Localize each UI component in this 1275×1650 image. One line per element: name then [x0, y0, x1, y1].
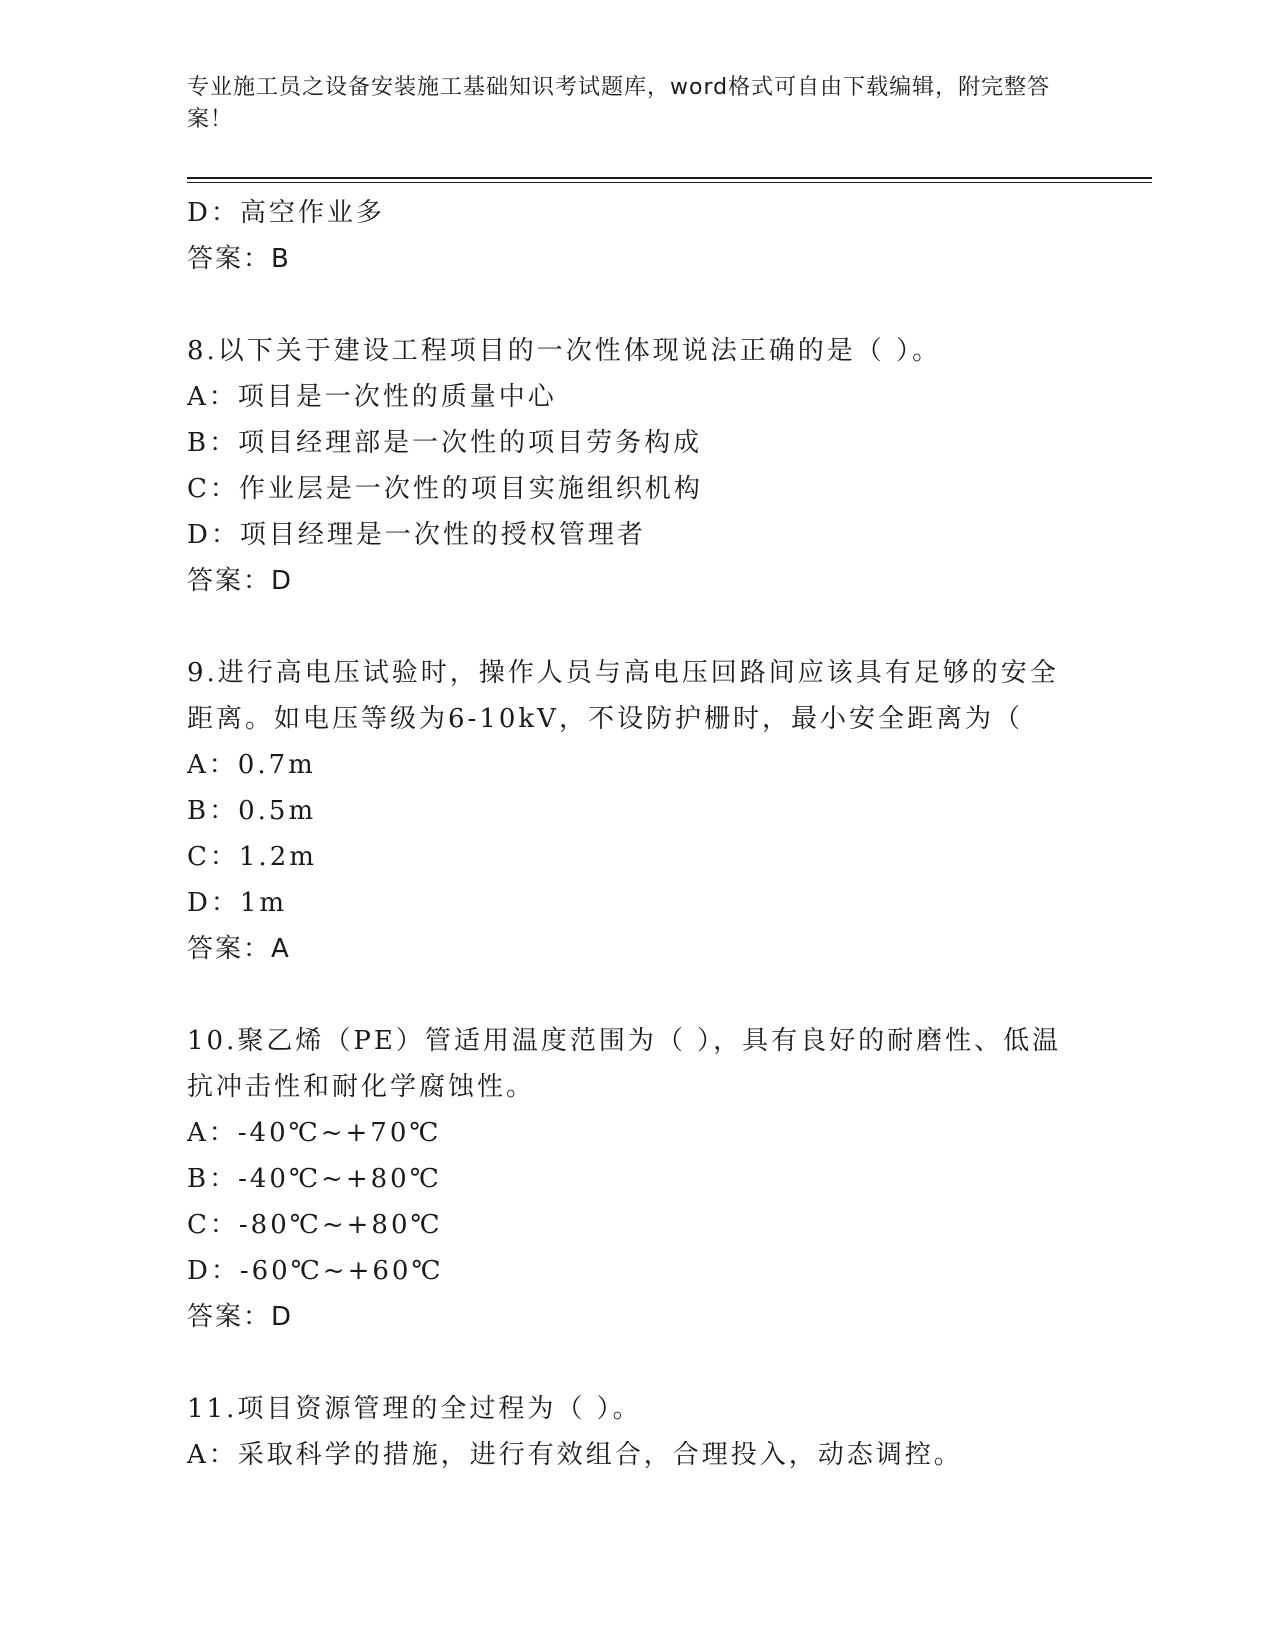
header-rule-thin [187, 182, 1152, 183]
question-stem: 8.以下关于建设工程项目的一次性体现说法正确的是（ ）。 [187, 336, 942, 366]
option-b: B：-40℃~+80℃ [187, 1164, 442, 1194]
question-stem: 11.项目资源管理的全过程为（ ）。 [187, 1394, 642, 1424]
question-stem: 9.进行高电压试验时，操作人员与高电压回路间应该具有足够的安全距离。如电压等级为6-10kV，不设防护栅时，最小安全距离为（ [187, 658, 1059, 734]
option-a: A：-40℃~+70℃ [187, 1118, 442, 1148]
question-content [187, 190, 1067, 1478]
option-a: A：0.7m [187, 750, 316, 780]
option-b: B：0.5m [187, 796, 317, 826]
spacer [187, 1340, 1067, 1386]
spacer [187, 972, 1067, 1018]
question-9 [187, 650, 1067, 972]
question-10 [187, 1018, 1067, 1340]
option-c: C：1.2m [187, 842, 317, 872]
option-d: D：-60℃~+60℃ [187, 1256, 444, 1286]
spacer [187, 604, 1067, 650]
option-a: A：采取科学的措施，进行有效组合，合理投入，动态调控。 [187, 1440, 963, 1470]
spacer [187, 282, 1067, 328]
option-b: B：项目经理部是一次性的项目劳务构成 [187, 428, 703, 458]
option-d: D：1m [187, 888, 288, 918]
document-header: 专业施工员之设备安装施工基础知识考试题库，word格式可自由下载编辑，附完整答案！ [187, 75, 1051, 132]
option-c: C：-80℃~+80℃ [187, 1210, 443, 1240]
answer-continued: 答案：B [187, 244, 291, 274]
header-rule-thick [187, 177, 1152, 179]
answer: 答案：A [187, 934, 291, 964]
question-11 [187, 1386, 1067, 1478]
option-a: A：项目是一次性的质量中心 [187, 382, 557, 412]
question-stem: 10.聚乙烯（PE）管适用温度范围为（ ），具有良好的耐磨性、低温抗冲击性和耐化学腐蚀性。 [187, 1026, 1062, 1102]
option-c: C：作业层是一次性的项目实施组织机构 [187, 474, 703, 504]
option-d: D：项目经理是一次性的授权管理者 [187, 520, 646, 550]
answer: 答案：D [187, 1302, 294, 1332]
question-8 [187, 328, 1067, 604]
option-d-continued: D：高空作业多 [187, 198, 385, 228]
answer: 答案：D [187, 566, 294, 596]
